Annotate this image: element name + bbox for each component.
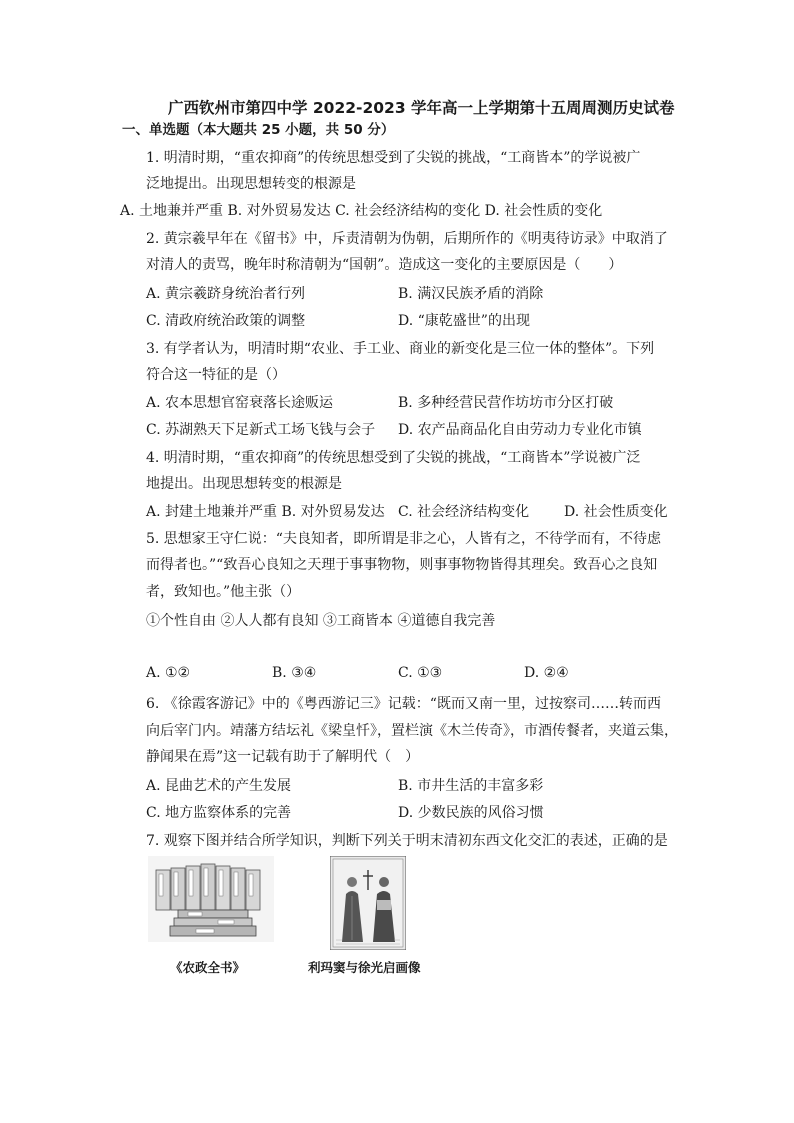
q4-stem-line1: 4. 明清时期，“重农抑商”的传统思想受到了尖锐的挑战，“工商皆本”学说被广泛 (146, 450, 641, 466)
q6-option-c: C. 地方监察体系的完善 (146, 805, 292, 821)
q7-stem-line1: 7. 观察下图并结合所学知识，判断下列关于明末清初东西文化交汇的表述，正确的是 (146, 833, 668, 849)
q5-items: ①个性自由 ②人人都有良知 ③工商皆本 ④道德自我完善 (146, 613, 496, 629)
q2-option-d: D. “康乾盛世”的出现 (398, 313, 530, 329)
q6-stem-line1: 6. 《徐霞客游记》中的《粤西游记三》记载：“既而又南一里，过按察司……转而西 (146, 696, 661, 712)
q6-option-d: D. 少数民族的风俗习惯 (398, 805, 544, 821)
q5-option-d: D. ②④ (524, 665, 569, 681)
q5-option-b: B. ③④ (272, 665, 317, 681)
q3-option-a: A. 农本思想官窑衰落长途贩运 (146, 395, 334, 411)
q6-stem-line2: 向后宰门内。靖藩方结坛礼《梁皇忏》，置栏演《木兰传奇》，市酒传餐者，夹道云集， (146, 723, 678, 739)
q3-option-b: B. 多种经营民营作坊坊市分区打破 (398, 395, 614, 411)
q5-stem-line2: 而得者也。”“致吾心良知之天理于事事物物，则事事物物皆得其理矣。致吾心之良知 (146, 557, 658, 573)
q4-option-ab: A. 封建土地兼并严重 B. 对外贸易发达 (146, 504, 385, 520)
figure2-caption: 利玛窦与徐光启画像 (308, 960, 421, 975)
ricci-xu-portrait-image (330, 856, 406, 950)
figure1-caption: 《农政全书》 (170, 960, 246, 975)
q5-stem-line1: 5. 思想家王守仁说：“夫良知者，即所谓是非之心，人皆有之，不待学而有，不待虑 (146, 531, 661, 547)
q2-stem-line1: 2. 黄宗羲早年在《留书》中，斥责清朝为伪朝，后期所作的《明夷待访录》中取消了 (146, 231, 668, 247)
q3-stem-line2: 符合这一特征的是（） (146, 367, 286, 383)
q1-stem-line1: 1. 明清时期，“重农抑商”的传统思想受到了尖锐的挑战，“工商皆本”的学说被广 (146, 150, 641, 166)
q2-option-c: C. 清政府统治政策的调整 (146, 313, 306, 329)
q5-option-a: A. ①② (146, 665, 191, 681)
q2-option-b: B. 满汉民族矛盾的消除 (398, 286, 544, 302)
section-heading: 一、单选题（本大题共 25 小题，共 50 分） (122, 122, 395, 138)
q6-stem-line3: 静闻果在焉”这一记载有助于了解明代（ ） (146, 749, 420, 765)
q4-stem-line2: 地提出。出现思想转变的根源是 (146, 476, 342, 492)
q1-options: A. 土地兼并严重 B. 对外贸易发达 C. 社会经济结构的变化 D. 社会性质的变化 (120, 203, 603, 219)
q2-option-a: A. 黄宗羲跻身统治者行列 (146, 286, 306, 302)
q3-option-c: C. 苏湖熟天下足新式工场飞钱与会子 (146, 422, 376, 438)
q5-stem-line3: 者，致知也。”他主张（） (146, 584, 301, 600)
q2-stem-line2: 对清人的责骂，晚年时称清朝为“国朝”。造成这一变化的主要原因是（ ） (146, 257, 623, 273)
q4-option-c: C. 社会经济结构变化 (398, 504, 530, 520)
q3-stem-line1: 3. 有学者认为，明清时期“农业、手工业、商业的新变化是三位一体的整体”。下列 (146, 341, 655, 357)
q1-stem-line2: 泛地提出。出现思想转变的根源是 (146, 176, 356, 192)
q4-option-d: D. 社会性质变化 (564, 504, 668, 520)
q5-option-c: C. ①③ (398, 665, 443, 681)
q6-option-b: B. 市井生活的丰富多彩 (398, 778, 544, 794)
q3-option-d: D. 农产品商品化自由劳动力专业化市镇 (398, 422, 642, 438)
nongzheng-quanshu-image (148, 856, 274, 942)
q6-option-a: A. 昆曲艺术的产生发展 (146, 778, 292, 794)
page-title: 广西钦州市第四中学 2022-2023 学年高一上学期第十五周周测历史试卷 (168, 99, 675, 117)
